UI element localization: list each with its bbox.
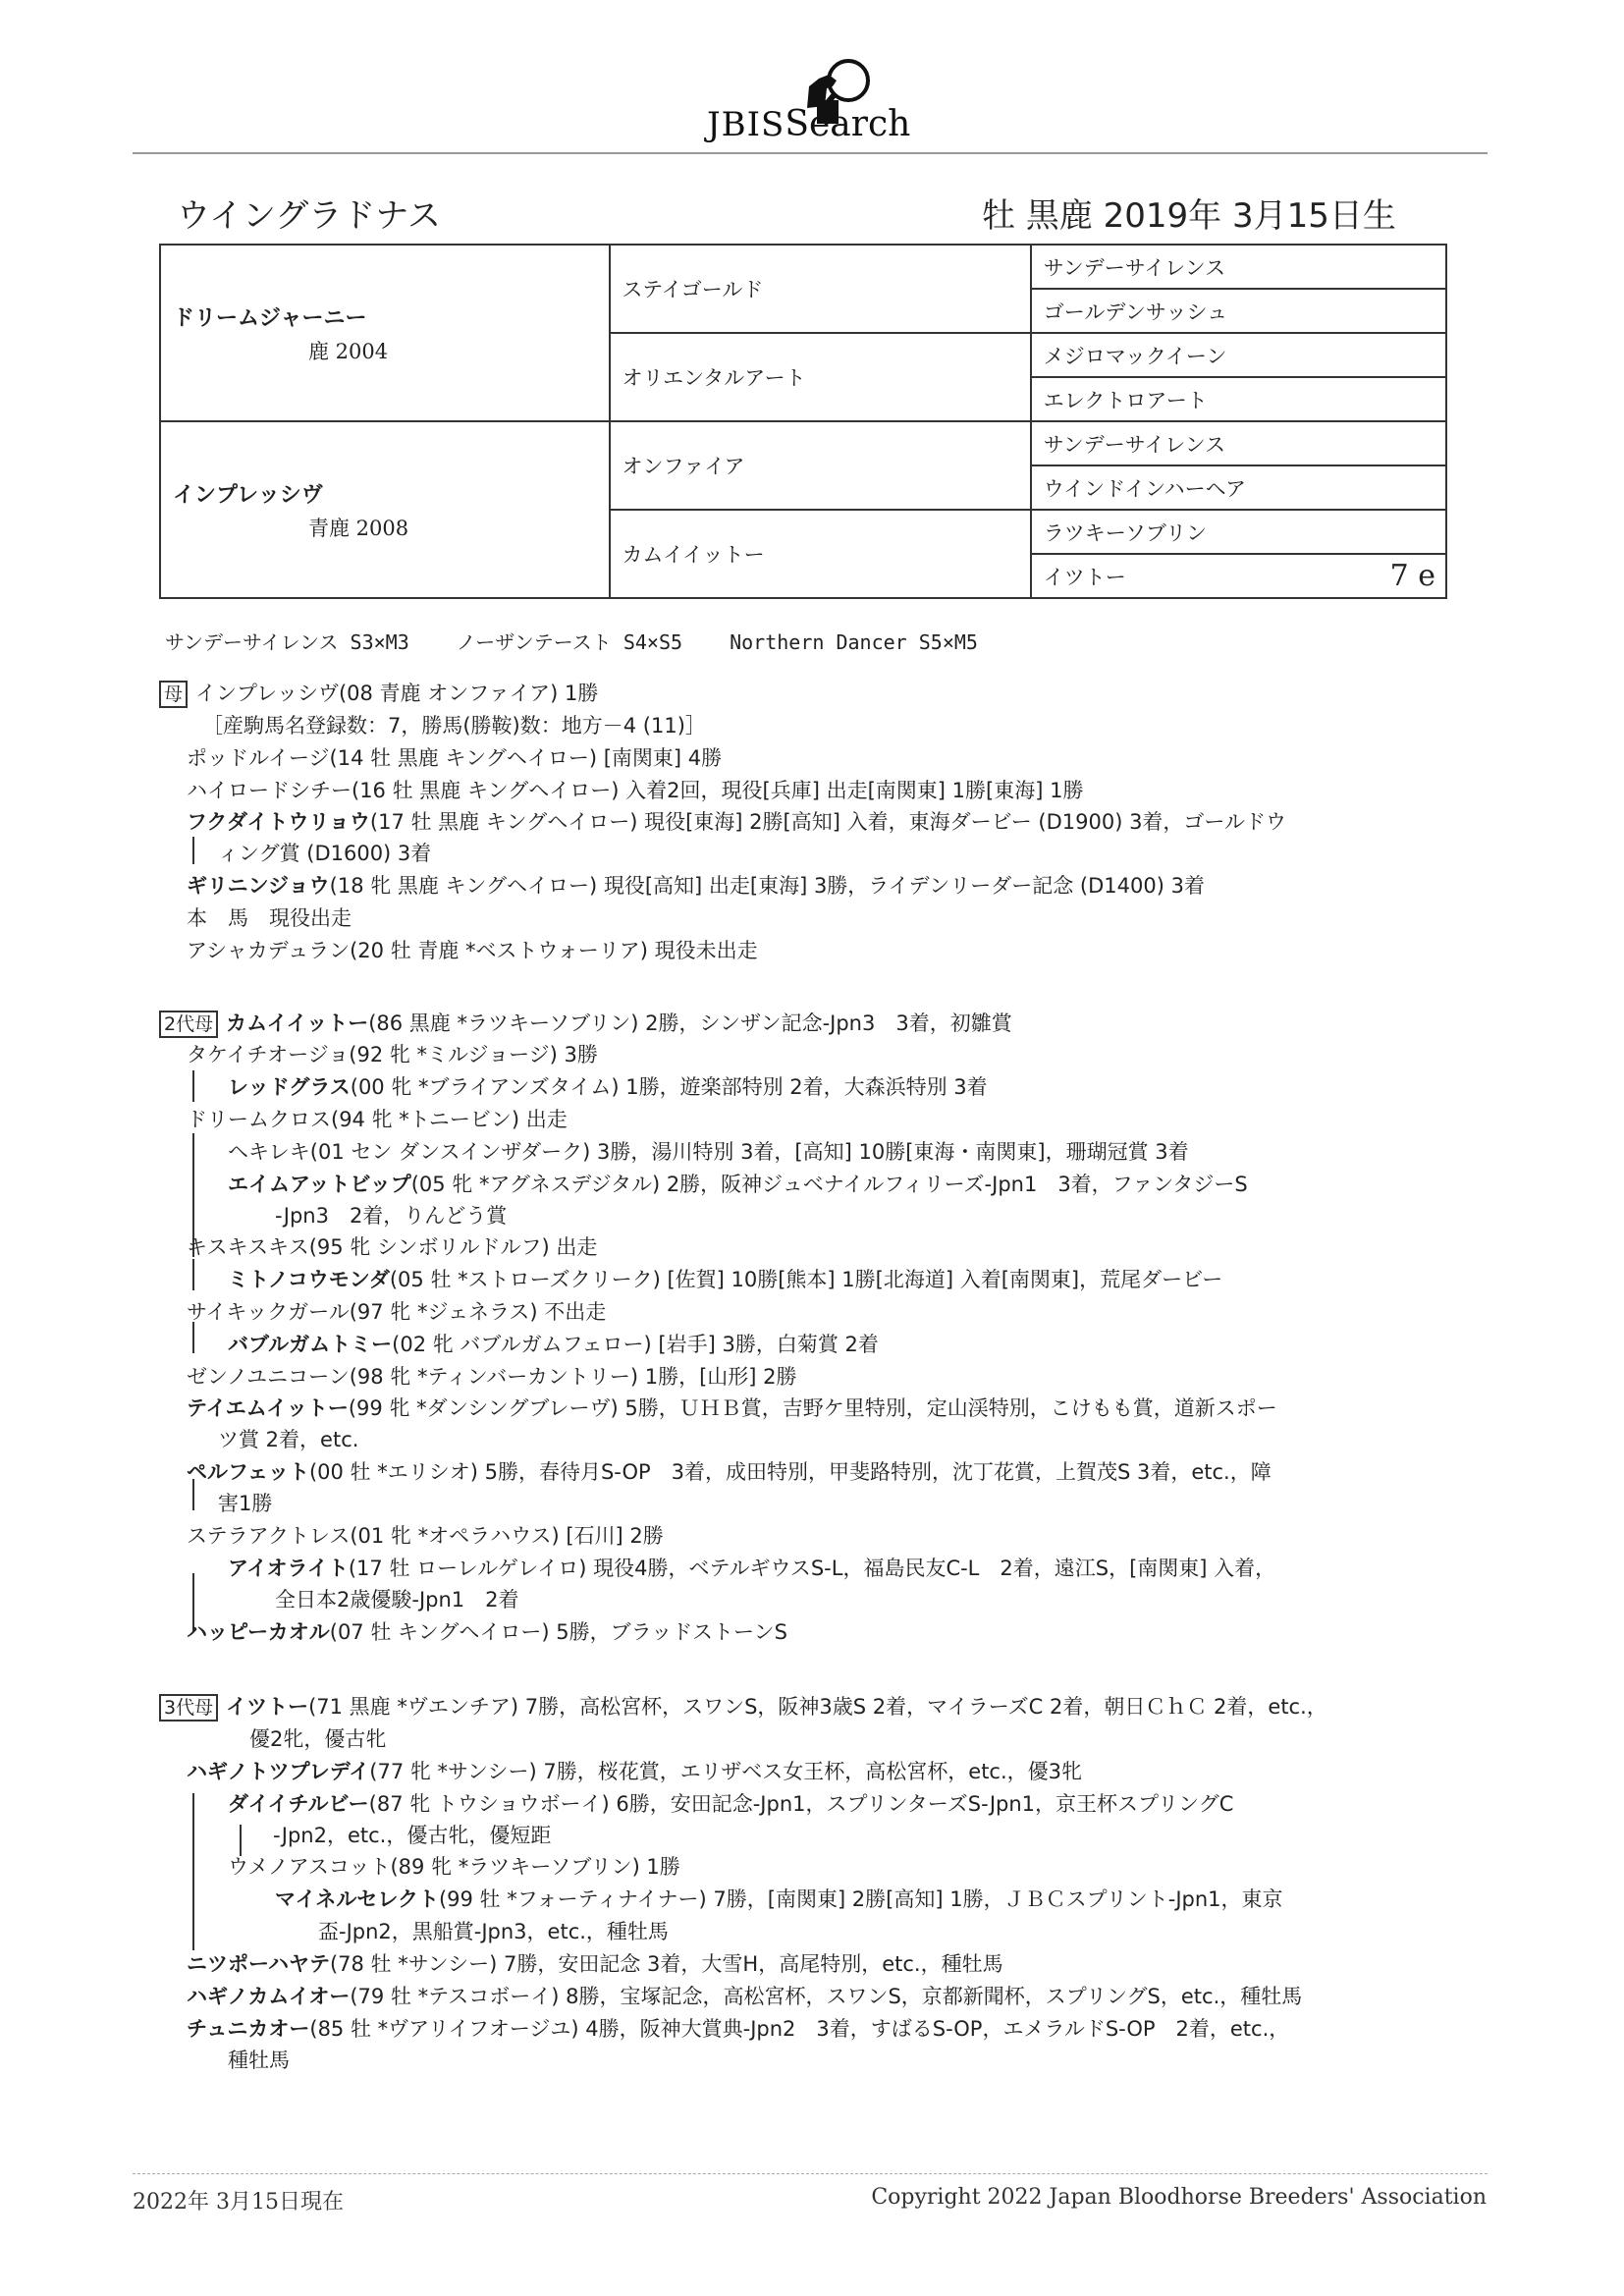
bracket-bar bbox=[192, 1259, 194, 1290]
list-item: ヘキレキ(01 セン ダンスインザダーク) 3勝，湯川特別 3着，[高知] 10勝[東海・南関東]，珊瑚冠賞 3着 bbox=[228, 1140, 1189, 1164]
list-item: ィング賞 (D1600) 3着 bbox=[218, 842, 432, 865]
jbis-search-logo bbox=[707, 57, 943, 150]
dam-cell bbox=[160, 421, 610, 598]
section-box: 3代母 bbox=[159, 1694, 218, 1722]
great-grandparent-cell: サンデーサイレンス bbox=[1031, 421, 1446, 465]
great-grandparent-cell: ウインドインハーヘア bbox=[1031, 465, 1446, 510]
horse-info: 牡 黒鹿 2019年 3月15日生 bbox=[982, 196, 1396, 236]
dam-name: インプレッシヴ bbox=[173, 482, 323, 508]
inbreeding-line bbox=[165, 627, 1013, 655]
list-item: マイネルセレクト(99 牡 *フォーティナイナー) 7勝，[南関東] 2勝[高知] 1勝，ＪＢＣスプリント-Jpn1，東京 bbox=[275, 1887, 1283, 1911]
grandparent-cell: カムイイットー bbox=[610, 510, 1031, 598]
list-item: 本 馬 現役出走 bbox=[187, 906, 352, 930]
grandparent-cell: オンファイア bbox=[610, 421, 1031, 510]
list-item: フクダイトウリョウ(17 牡 黒鹿 キングヘイロー) 現役[東海] 2勝[高知] 入着，東海ダービー (D1900) 3着，ゴールドウ bbox=[187, 810, 1287, 834]
list-item: ハイロードシチー(16 牡 黒鹿 キングヘイロー) 入着2回，現役[兵庫] 出走[南関東] 1勝[東海] 1勝 bbox=[187, 779, 1084, 802]
list-item: ペルフェット(00 牡 *エリシオ) 5勝，春待月S-OP 3着，成田特別，甲斐路特別，沈丁花賞，上賀茂S 3着，etc.，障 bbox=[187, 1460, 1272, 1484]
horse-name: ウイングラドナス bbox=[177, 196, 441, 236]
list-item: タケイチオージョ(92 牝 *ミルジョージ) 3勝 bbox=[187, 1043, 598, 1066]
list-item: 全日本2歳優駿-Jpn1 2着 bbox=[275, 1588, 519, 1612]
list-item: キスキスキス(95 牝 シンボリルドルフ) 出走 bbox=[187, 1235, 598, 1259]
list-item: チュニカオー(85 牡 *ヴアリイフオージユ) 4勝，阪神大賞典-Jpn2 3着，すばるS-OP，エメラルドS-OP 2着，etc.， bbox=[187, 2017, 1290, 2041]
list-item: ステラアクトレス(01 牝 *オペラハウス) [石川] 2勝 bbox=[187, 1524, 664, 1548]
list-item: ドリームクロス(94 牝 *トニービン) 出走 bbox=[187, 1108, 568, 1131]
section-box: 2代母 bbox=[159, 1011, 218, 1038]
list-item: ハギノカムイオー(79 牡 *テスコボーイ) 8勝，宝塚記念，高松宮杯，スワンS，京都新聞杯，スプリングS，etc.，種牡馬 bbox=[187, 1985, 1303, 2008]
inbreeding-item: ノーザンテースト S4×S5 bbox=[456, 630, 683, 654]
logo-search: Search bbox=[785, 104, 911, 144]
bracket-bar bbox=[192, 837, 194, 864]
section-box: 母 bbox=[159, 681, 188, 708]
list-item: 優2牝，優古牝 bbox=[249, 1727, 387, 1751]
list-item: 盃-Jpn2，黒船賞-Jpn3，etc.，種牡馬 bbox=[318, 1920, 669, 1943]
list-item: ミトノコウモンダ(05 牡 *ストローズクリーク) [佐賀] 10勝[熊本] 1勝[北海道] 入着[南関東]，荒尾ダービー bbox=[228, 1268, 1223, 1291]
list-item: エイムアットビップ(05 牝 *アグネスデジタル) 2勝，阪神ジュベナイルフィリーズ-Jpn1 3着，ファンタジーS bbox=[228, 1173, 1248, 1196]
sire-info: 鹿 2004 bbox=[308, 339, 389, 363]
great-grandparent-cell: サンデーサイレンス bbox=[1031, 245, 1446, 289]
list-item: ウメノアスコット(89 牝 *ラツキーソブリン) 1勝 bbox=[228, 1855, 680, 1879]
footer-copyright: Copyright 2022 Japan Bloodhorse Breeders' Association bbox=[871, 2185, 1487, 2210]
header-rule bbox=[133, 152, 1488, 154]
dam-info: 青鹿 2008 bbox=[308, 516, 409, 540]
family-code: 7 e bbox=[1389, 559, 1435, 593]
list-item: 種牡馬 bbox=[228, 2049, 290, 2072]
sire-cell bbox=[160, 245, 610, 421]
footer-date: 2022年 3月15日現在 bbox=[133, 2190, 344, 2214]
list-item: ［産駒馬名登録数：7，勝馬(勝鞍)数：地方－4 (11)］ bbox=[202, 714, 706, 738]
list-item: ゼンノユニコーン(98 牝 *ティンバーカントリー) 1勝，[山形] 2勝 bbox=[187, 1365, 797, 1389]
list-item: -Jpn3 2着，りんどう賞 bbox=[275, 1204, 508, 1228]
list-item: サイキックガール(97 牝 *ジェネラス) 不出走 bbox=[187, 1300, 607, 1324]
list-item: 2代母 カムイイットー(86 黒鹿 *ラツキーソブリン) 2勝，シンザン記念-Jpn3 3着，初雛賞 bbox=[159, 1008, 1012, 1039]
list-item: -Jpn2，etc.，優古牝，優短距 bbox=[273, 1824, 552, 1847]
list-item: ニツポーハヤテ(78 牡 *サンシー) 7勝，安田記念 3着，大雪H，高尾特別，etc.，種牡馬 bbox=[187, 1952, 1003, 1976]
list-item: テイエムイットー(99 牝 *ダンシングブレーヴ) 5勝，ＵＨＢ賞，吉野ケ里特別，定山渓特別，こけもも賞，道新スポー bbox=[187, 1396, 1277, 1420]
bracket-bar bbox=[192, 1070, 194, 1102]
inbreeding-item: Northern Dancer S5×M5 bbox=[730, 630, 978, 654]
grandparent-cell: オリエンタルアート bbox=[610, 333, 1031, 421]
list-item: バブルガムトミー(02 牝 バブルガムフェロー) [岩手] 3勝，白菊賞 2着 bbox=[228, 1333, 879, 1356]
list-item: ハッピーカオル(07 牡 キングヘイロー) 5勝，ブラッドストーンS bbox=[187, 1620, 787, 1644]
list-item: アイオライト(17 牡 ローレルゲレイロ) 現役4勝，ベテルギウスS-L，福島民友C-L 2着，遠江S，[南関東] 入着， bbox=[228, 1557, 1276, 1580]
list-item: アシャカデュラン(20 牡 青鹿 *ベストウォーリア) 現役未出走 bbox=[187, 939, 758, 962]
footer-rule bbox=[133, 2173, 1488, 2174]
list-item: 3代母 イツトー(71 黒鹿 *ヴエンチア) 7勝，高松宮杯，スワンS，阪神3歳S 2着，マイラーズC 2着，朝日ＣｈＣ 2着，etc.， bbox=[159, 1691, 1327, 1722]
great-grandparent-cell: ラツキーソブリン bbox=[1031, 510, 1446, 554]
great-grandparent-cell: エレクトロアート bbox=[1031, 377, 1446, 421]
logo-jbis: JBIS bbox=[707, 105, 785, 144]
list-item: ポッドルイージ(14 牡 黒鹿 キングヘイロー) [南関東] 4勝 bbox=[187, 746, 723, 770]
list-item: ハギノトツプレデイ(77 牝 *サンシー) 7勝，桜花賞，エリザベス女王杯，高松宮杯，etc.，優3牝 bbox=[187, 1760, 1083, 1783]
great-grandparent-name: イツトー bbox=[1043, 565, 1126, 589]
list-item: 母 インプレッシヴ(08 青鹿 オンファイア) 1勝 bbox=[159, 678, 598, 709]
list-item: レッドグラス(00 牝 *ブライアンズタイム) 1勝，遊楽部特別 2着，大森浜特別 3着 bbox=[228, 1075, 988, 1099]
list-item: ダイイチルビー(87 牝 トウショウボーイ) 6勝，安田記念-Jpn1，スプリンターズS-Jpn1，京王杯スプリングC bbox=[228, 1792, 1234, 1816]
list-item: 害1勝 bbox=[218, 1492, 273, 1515]
grandparent-cell: ステイゴールド bbox=[610, 245, 1031, 333]
inbreeding-item: サンデーサイレンス S3×M3 bbox=[165, 630, 409, 654]
great-grandparent-cell bbox=[1031, 554, 1446, 598]
pedigree-table bbox=[159, 244, 1447, 599]
list-item: ツ賞 2着，etc. bbox=[218, 1428, 359, 1451]
bracket-bar bbox=[192, 1793, 194, 1950]
great-grandparent-cell: メジロマックイーン bbox=[1031, 333, 1446, 377]
great-grandparent-cell: ゴールデンサッシュ bbox=[1031, 289, 1446, 333]
list-item: ギリニンジョウ(18 牝 黒鹿 キングヘイロー) 現役[高知] 出走[東海] 3勝，ライデンリーダー記念 (D1400) 3着 bbox=[187, 874, 1205, 898]
sire-name: ドリームジャーニー bbox=[173, 305, 367, 331]
